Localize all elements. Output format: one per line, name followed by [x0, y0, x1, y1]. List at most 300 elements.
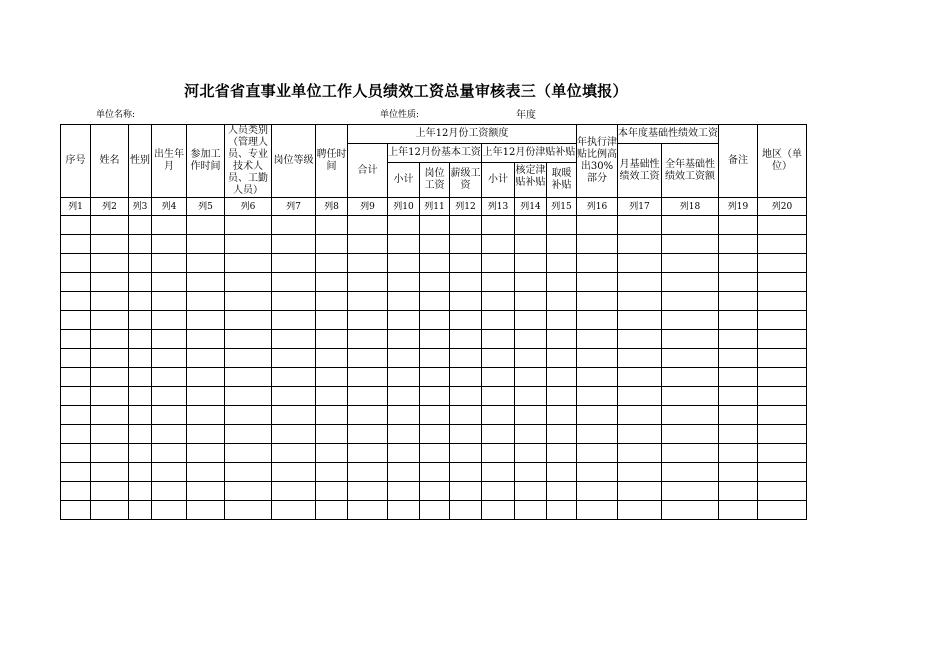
- data-cell[interactable]: [316, 425, 348, 444]
- data-cell[interactable]: [420, 273, 450, 292]
- data-cell[interactable]: [618, 406, 662, 425]
- data-cell[interactable]: [129, 425, 152, 444]
- data-cell[interactable]: [129, 463, 152, 482]
- data-cell[interactable]: [547, 349, 577, 368]
- data-cell[interactable]: [577, 501, 618, 520]
- data-cell[interactable]: [152, 311, 187, 330]
- data-cell[interactable]: [388, 273, 420, 292]
- data-cell[interactable]: [152, 425, 187, 444]
- data-cell[interactable]: [225, 311, 272, 330]
- data-cell[interactable]: [758, 235, 807, 254]
- data-cell[interactable]: [662, 292, 719, 311]
- data-cell[interactable]: [348, 216, 388, 235]
- data-cell[interactable]: [482, 273, 515, 292]
- data-cell[interactable]: [129, 235, 152, 254]
- data-cell[interactable]: [719, 273, 758, 292]
- data-cell[interactable]: [91, 254, 129, 273]
- data-cell[interactable]: [388, 292, 420, 311]
- data-cell[interactable]: [618, 482, 662, 501]
- data-cell[interactable]: [577, 330, 618, 349]
- data-cell[interactable]: [388, 330, 420, 349]
- data-cell[interactable]: [61, 387, 91, 406]
- data-cell[interactable]: [61, 482, 91, 501]
- data-cell[interactable]: [152, 463, 187, 482]
- data-cell[interactable]: [152, 482, 187, 501]
- data-cell[interactable]: [316, 254, 348, 273]
- data-cell[interactable]: [316, 330, 348, 349]
- data-cell[interactable]: [758, 273, 807, 292]
- data-cell[interactable]: [420, 501, 450, 520]
- data-cell[interactable]: [348, 444, 388, 463]
- data-cell[interactable]: [272, 463, 316, 482]
- data-cell[interactable]: [152, 235, 187, 254]
- data-cell[interactable]: [152, 254, 187, 273]
- data-cell[interactable]: [388, 444, 420, 463]
- data-cell[interactable]: [348, 482, 388, 501]
- data-cell[interactable]: [758, 425, 807, 444]
- data-cell[interactable]: [482, 349, 515, 368]
- data-cell[interactable]: [618, 311, 662, 330]
- data-cell[interactable]: [316, 501, 348, 520]
- data-cell[interactable]: [577, 311, 618, 330]
- data-cell[interactable]: [450, 311, 482, 330]
- data-cell[interactable]: [187, 406, 225, 425]
- data-cell[interactable]: [450, 406, 482, 425]
- data-cell[interactable]: [577, 387, 618, 406]
- data-cell[interactable]: [187, 216, 225, 235]
- data-cell[interactable]: [547, 444, 577, 463]
- data-cell[interactable]: [388, 349, 420, 368]
- data-cell[interactable]: [129, 273, 152, 292]
- data-cell[interactable]: [272, 387, 316, 406]
- data-cell[interactable]: [719, 482, 758, 501]
- data-cell[interactable]: [91, 463, 129, 482]
- data-cell[interactable]: [719, 368, 758, 387]
- data-cell[interactable]: [420, 368, 450, 387]
- data-cell[interactable]: [450, 254, 482, 273]
- data-cell[interactable]: [348, 463, 388, 482]
- data-cell[interactable]: [450, 501, 482, 520]
- data-cell[interactable]: [61, 463, 91, 482]
- data-cell[interactable]: [618, 387, 662, 406]
- data-cell[interactable]: [129, 406, 152, 425]
- data-cell[interactable]: [547, 482, 577, 501]
- data-cell[interactable]: [719, 406, 758, 425]
- data-cell[interactable]: [348, 330, 388, 349]
- data-cell[interactable]: [187, 463, 225, 482]
- data-cell[interactable]: [758, 216, 807, 235]
- data-cell[interactable]: [388, 482, 420, 501]
- data-cell[interactable]: [662, 273, 719, 292]
- data-cell[interactable]: [482, 368, 515, 387]
- data-cell[interactable]: [348, 311, 388, 330]
- data-cell[interactable]: [61, 273, 91, 292]
- data-cell[interactable]: [272, 330, 316, 349]
- data-cell[interactable]: [316, 482, 348, 501]
- data-cell[interactable]: [515, 482, 547, 501]
- data-cell[interactable]: [618, 216, 662, 235]
- data-cell[interactable]: [152, 444, 187, 463]
- data-cell[interactable]: [515, 311, 547, 330]
- data-cell[interactable]: [91, 425, 129, 444]
- data-cell[interactable]: [662, 330, 719, 349]
- data-cell[interactable]: [272, 254, 316, 273]
- data-cell[interactable]: [316, 444, 348, 463]
- data-cell[interactable]: [152, 273, 187, 292]
- data-cell[interactable]: [662, 482, 719, 501]
- data-cell[interactable]: [272, 501, 316, 520]
- data-cell[interactable]: [420, 311, 450, 330]
- data-cell[interactable]: [152, 501, 187, 520]
- data-cell[interactable]: [662, 349, 719, 368]
- data-cell[interactable]: [272, 406, 316, 425]
- data-cell[interactable]: [187, 387, 225, 406]
- data-cell[interactable]: [482, 482, 515, 501]
- data-cell[interactable]: [129, 482, 152, 501]
- data-cell[interactable]: [515, 387, 547, 406]
- data-cell[interactable]: [129, 330, 152, 349]
- data-cell[interactable]: [420, 482, 450, 501]
- data-cell[interactable]: [758, 330, 807, 349]
- data-cell[interactable]: [450, 444, 482, 463]
- data-cell[interactable]: [758, 444, 807, 463]
- data-cell[interactable]: [547, 368, 577, 387]
- data-cell[interactable]: [450, 463, 482, 482]
- data-cell[interactable]: [482, 425, 515, 444]
- data-cell[interactable]: [450, 330, 482, 349]
- data-cell[interactable]: [61, 425, 91, 444]
- data-cell[interactable]: [662, 254, 719, 273]
- data-cell[interactable]: [618, 368, 662, 387]
- data-cell[interactable]: [91, 273, 129, 292]
- data-cell[interactable]: [225, 425, 272, 444]
- data-cell[interactable]: [225, 463, 272, 482]
- data-cell[interactable]: [515, 216, 547, 235]
- data-cell[interactable]: [129, 349, 152, 368]
- data-cell[interactable]: [129, 254, 152, 273]
- data-cell[interactable]: [662, 235, 719, 254]
- data-cell[interactable]: [225, 216, 272, 235]
- data-cell[interactable]: [187, 235, 225, 254]
- data-cell[interactable]: [91, 482, 129, 501]
- data-cell[interactable]: [388, 311, 420, 330]
- data-cell[interactable]: [482, 406, 515, 425]
- data-cell[interactable]: [91, 311, 129, 330]
- data-cell[interactable]: [187, 501, 225, 520]
- data-cell[interactable]: [662, 216, 719, 235]
- data-cell[interactable]: [61, 216, 91, 235]
- data-cell[interactable]: [187, 311, 225, 330]
- data-cell[interactable]: [719, 216, 758, 235]
- data-cell[interactable]: [719, 311, 758, 330]
- data-cell[interactable]: [482, 330, 515, 349]
- data-cell[interactable]: [225, 387, 272, 406]
- data-cell[interactable]: [91, 501, 129, 520]
- data-cell[interactable]: [225, 235, 272, 254]
- data-cell[interactable]: [547, 406, 577, 425]
- data-cell[interactable]: [758, 311, 807, 330]
- data-cell[interactable]: [547, 330, 577, 349]
- data-cell[interactable]: [225, 349, 272, 368]
- data-cell[interactable]: [316, 463, 348, 482]
- data-cell[interactable]: [61, 349, 91, 368]
- data-cell[interactable]: [618, 292, 662, 311]
- data-cell[interactable]: [129, 216, 152, 235]
- data-cell[interactable]: [316, 349, 348, 368]
- data-cell[interactable]: [420, 425, 450, 444]
- data-cell[interactable]: [316, 273, 348, 292]
- data-cell[interactable]: [577, 482, 618, 501]
- data-cell[interactable]: [225, 330, 272, 349]
- data-cell[interactable]: [719, 235, 758, 254]
- data-cell[interactable]: [152, 216, 187, 235]
- data-cell[interactable]: [348, 273, 388, 292]
- data-cell[interactable]: [272, 292, 316, 311]
- data-cell[interactable]: [577, 254, 618, 273]
- data-cell[interactable]: [482, 444, 515, 463]
- data-cell[interactable]: [618, 463, 662, 482]
- data-cell[interactable]: [482, 501, 515, 520]
- data-cell[interactable]: [577, 444, 618, 463]
- data-cell[interactable]: [91, 444, 129, 463]
- data-cell[interactable]: [577, 463, 618, 482]
- data-cell[interactable]: [577, 216, 618, 235]
- data-cell[interactable]: [547, 463, 577, 482]
- data-cell[interactable]: [61, 254, 91, 273]
- data-cell[interactable]: [187, 330, 225, 349]
- data-cell[interactable]: [719, 444, 758, 463]
- data-cell[interactable]: [618, 235, 662, 254]
- data-cell[interactable]: [758, 387, 807, 406]
- data-cell[interactable]: [662, 501, 719, 520]
- data-cell[interactable]: [547, 273, 577, 292]
- data-cell[interactable]: [61, 444, 91, 463]
- data-cell[interactable]: [450, 349, 482, 368]
- data-cell[interactable]: [719, 330, 758, 349]
- data-cell[interactable]: [187, 425, 225, 444]
- data-cell[interactable]: [482, 254, 515, 273]
- data-cell[interactable]: [129, 368, 152, 387]
- data-cell[interactable]: [758, 292, 807, 311]
- data-cell[interactable]: [420, 463, 450, 482]
- data-cell[interactable]: [577, 273, 618, 292]
- data-cell[interactable]: [662, 368, 719, 387]
- data-cell[interactable]: [758, 368, 807, 387]
- data-cell[interactable]: [547, 501, 577, 520]
- data-cell[interactable]: [225, 292, 272, 311]
- data-cell[interactable]: [272, 216, 316, 235]
- data-cell[interactable]: [547, 425, 577, 444]
- data-cell[interactable]: [225, 273, 272, 292]
- data-cell[interactable]: [515, 349, 547, 368]
- data-cell[interactable]: [61, 330, 91, 349]
- data-cell[interactable]: [272, 235, 316, 254]
- data-cell[interactable]: [420, 254, 450, 273]
- data-cell[interactable]: [187, 368, 225, 387]
- data-cell[interactable]: [662, 463, 719, 482]
- data-cell[interactable]: [482, 235, 515, 254]
- data-cell[interactable]: [129, 292, 152, 311]
- data-cell[interactable]: [758, 463, 807, 482]
- data-cell[interactable]: [225, 406, 272, 425]
- data-cell[interactable]: [482, 387, 515, 406]
- data-cell[interactable]: [719, 387, 758, 406]
- data-cell[interactable]: [547, 292, 577, 311]
- data-cell[interactable]: [618, 273, 662, 292]
- data-cell[interactable]: [152, 406, 187, 425]
- data-cell[interactable]: [482, 292, 515, 311]
- data-cell[interactable]: [272, 425, 316, 444]
- data-cell[interactable]: [450, 235, 482, 254]
- data-cell[interactable]: [577, 368, 618, 387]
- data-cell[interactable]: [515, 254, 547, 273]
- data-cell[interactable]: [450, 216, 482, 235]
- data-cell[interactable]: [450, 273, 482, 292]
- data-cell[interactable]: [91, 216, 129, 235]
- data-cell[interactable]: [348, 406, 388, 425]
- data-cell[interactable]: [348, 425, 388, 444]
- data-cell[interactable]: [316, 216, 348, 235]
- data-cell[interactable]: [515, 273, 547, 292]
- data-cell[interactable]: [420, 349, 450, 368]
- data-cell[interactable]: [348, 292, 388, 311]
- data-cell[interactable]: [482, 311, 515, 330]
- data-cell[interactable]: [348, 349, 388, 368]
- data-cell[interactable]: [152, 292, 187, 311]
- data-cell[interactable]: [316, 368, 348, 387]
- data-cell[interactable]: [719, 425, 758, 444]
- data-cell[interactable]: [187, 273, 225, 292]
- data-cell[interactable]: [547, 254, 577, 273]
- data-cell[interactable]: [420, 292, 450, 311]
- data-cell[interactable]: [450, 368, 482, 387]
- data-cell[interactable]: [577, 349, 618, 368]
- data-cell[interactable]: [515, 463, 547, 482]
- data-cell[interactable]: [662, 444, 719, 463]
- data-cell[interactable]: [61, 311, 91, 330]
- data-cell[interactable]: [482, 216, 515, 235]
- data-cell[interactable]: [547, 311, 577, 330]
- data-cell[interactable]: [719, 501, 758, 520]
- data-cell[interactable]: [618, 501, 662, 520]
- data-cell[interactable]: [420, 235, 450, 254]
- data-cell[interactable]: [187, 482, 225, 501]
- data-cell[interactable]: [388, 463, 420, 482]
- data-cell[interactable]: [272, 368, 316, 387]
- data-cell[interactable]: [662, 387, 719, 406]
- data-cell[interactable]: [348, 501, 388, 520]
- data-cell[interactable]: [719, 463, 758, 482]
- data-cell[interactable]: [388, 406, 420, 425]
- data-cell[interactable]: [547, 216, 577, 235]
- data-cell[interactable]: [316, 292, 348, 311]
- data-cell[interactable]: [388, 387, 420, 406]
- data-cell[interactable]: [758, 406, 807, 425]
- data-cell[interactable]: [61, 235, 91, 254]
- data-cell[interactable]: [662, 406, 719, 425]
- data-cell[interactable]: [225, 444, 272, 463]
- data-cell[interactable]: [272, 311, 316, 330]
- data-cell[interactable]: [91, 406, 129, 425]
- data-cell[interactable]: [61, 368, 91, 387]
- data-cell[interactable]: [450, 387, 482, 406]
- data-cell[interactable]: [420, 406, 450, 425]
- data-cell[interactable]: [450, 292, 482, 311]
- data-cell[interactable]: [719, 254, 758, 273]
- data-cell[interactable]: [316, 235, 348, 254]
- data-cell[interactable]: [758, 349, 807, 368]
- data-cell[interactable]: [129, 444, 152, 463]
- data-cell[interactable]: [662, 425, 719, 444]
- data-cell[interactable]: [272, 444, 316, 463]
- data-cell[interactable]: [225, 254, 272, 273]
- data-cell[interactable]: [388, 501, 420, 520]
- data-cell[interactable]: [91, 330, 129, 349]
- data-cell[interactable]: [420, 387, 450, 406]
- data-cell[interactable]: [662, 311, 719, 330]
- data-cell[interactable]: [758, 254, 807, 273]
- data-cell[interactable]: [272, 273, 316, 292]
- data-cell[interactable]: [91, 292, 129, 311]
- data-cell[interactable]: [187, 254, 225, 273]
- data-cell[interactable]: [272, 482, 316, 501]
- data-cell[interactable]: [577, 235, 618, 254]
- data-cell[interactable]: [316, 387, 348, 406]
- data-cell[interactable]: [515, 501, 547, 520]
- data-cell[interactable]: [348, 368, 388, 387]
- data-cell[interactable]: [388, 254, 420, 273]
- data-cell[interactable]: [187, 444, 225, 463]
- data-cell[interactable]: [152, 368, 187, 387]
- data-cell[interactable]: [515, 368, 547, 387]
- data-cell[interactable]: [515, 406, 547, 425]
- data-cell[interactable]: [348, 235, 388, 254]
- data-cell[interactable]: [388, 216, 420, 235]
- data-cell[interactable]: [348, 254, 388, 273]
- data-cell[interactable]: [577, 292, 618, 311]
- data-cell[interactable]: [547, 235, 577, 254]
- data-cell[interactable]: [758, 501, 807, 520]
- data-cell[interactable]: [420, 444, 450, 463]
- data-cell[interactable]: [758, 482, 807, 501]
- data-cell[interactable]: [618, 425, 662, 444]
- data-cell[interactable]: [420, 330, 450, 349]
- data-cell[interactable]: [450, 425, 482, 444]
- data-cell[interactable]: [61, 292, 91, 311]
- data-cell[interactable]: [388, 235, 420, 254]
- data-cell[interactable]: [272, 349, 316, 368]
- data-cell[interactable]: [61, 501, 91, 520]
- data-cell[interactable]: [129, 311, 152, 330]
- data-cell[interactable]: [225, 501, 272, 520]
- data-cell[interactable]: [515, 444, 547, 463]
- data-cell[interactable]: [618, 330, 662, 349]
- data-cell[interactable]: [316, 406, 348, 425]
- data-cell[interactable]: [515, 330, 547, 349]
- data-cell[interactable]: [348, 387, 388, 406]
- data-cell[interactable]: [225, 368, 272, 387]
- data-cell[interactable]: [577, 406, 618, 425]
- data-cell[interactable]: [618, 349, 662, 368]
- data-cell[interactable]: [152, 330, 187, 349]
- data-cell[interactable]: [388, 368, 420, 387]
- data-cell[interactable]: [129, 387, 152, 406]
- data-cell[interactable]: [618, 444, 662, 463]
- data-cell[interactable]: [482, 463, 515, 482]
- data-cell[interactable]: [91, 349, 129, 368]
- data-cell[interactable]: [618, 254, 662, 273]
- data-cell[interactable]: [152, 349, 187, 368]
